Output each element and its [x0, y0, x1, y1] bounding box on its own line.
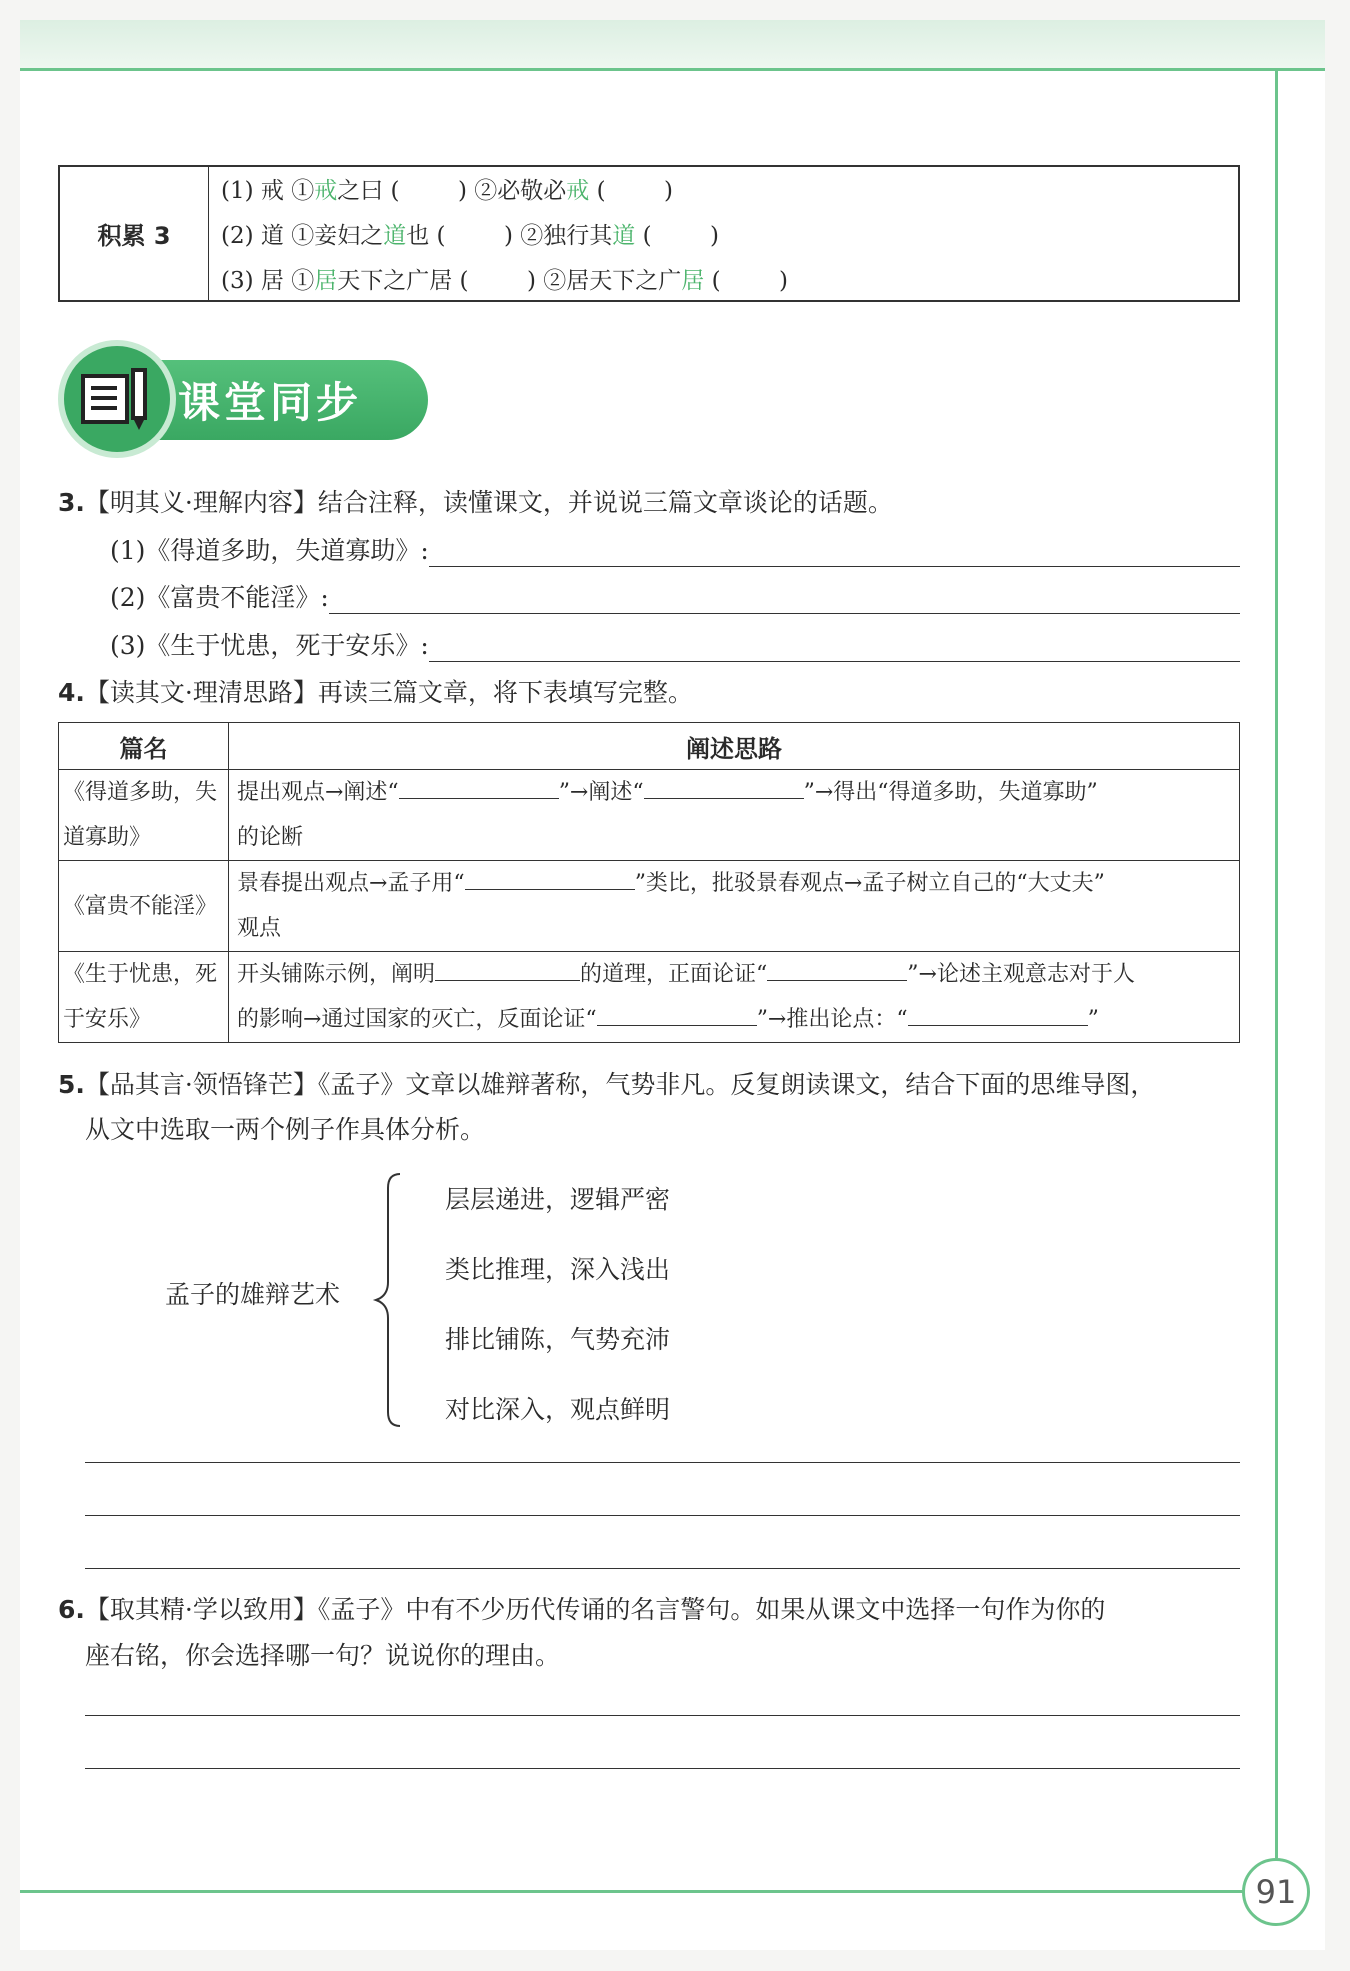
mindmap-item: 层层递进，逻辑严密	[445, 1185, 671, 1214]
question-5-line2: 从文中选取一两个例子作具体分析。	[85, 1115, 486, 1144]
table-cell: 景春提出观点→孟子用“ ”类比，批驳景春观点→孟子树立自己的“大丈夫” 观点	[229, 861, 1240, 952]
answer-row: (1)《得道多助，失道寡助》:	[110, 531, 1240, 567]
fill-blank[interactable]	[908, 1001, 1088, 1026]
table-cell: 《得道多助，失 道寡助》	[59, 770, 229, 861]
table-cell: 提出观点→阐述“ ”→阐述“ ”→得出“得道多助，失道寡助” 的论断	[229, 770, 1240, 861]
accumulation-row: (1) 戒 ①戒之曰 ( ) ②必敬必戒 ( )	[221, 178, 674, 204]
question-6: 6.【取其精·学以致用】《孟子》中有不少历代传诵的名言警句。如果从课文中选择一句作为你的	[58, 1595, 1106, 1624]
top-band	[20, 20, 1325, 71]
accumulation-label: 积累 3	[60, 167, 209, 300]
answer-line[interactable]	[329, 587, 1240, 614]
table-header-row	[59, 723, 1240, 770]
accumulation-table	[58, 165, 1240, 302]
mindmap-center: 孟子的雄辩艺术	[165, 1280, 341, 1309]
fill-blank[interactable]	[644, 774, 804, 799]
table-cell: 《生于忧患，死 于安乐》	[59, 952, 229, 1043]
page-number: 91	[1242, 1858, 1310, 1926]
fill-blank[interactable]	[597, 1001, 757, 1026]
answer-line[interactable]	[429, 540, 1240, 567]
answer-row: (3)《生于忧患，死于安乐》:	[110, 626, 1240, 662]
question-5: 5.【品其言·领悟锋芒】《孟子》文章以雄辩著称，气势非凡。反复朗读课文，结合下面的思维导图，	[58, 1070, 1156, 1099]
question-6-line2: 座右铭，你会选择哪一句？说说你的理由。	[85, 1641, 561, 1670]
fill-blank[interactable]	[767, 956, 907, 981]
bottom-border-line	[20, 1890, 1260, 1893]
answer-line[interactable]	[85, 1515, 1240, 1516]
question-3: 3.【明其义·理解内容】结合注释，读懂课文，并说说三篇文章谈论的话题。	[58, 488, 893, 517]
answer-row: (2)《富贵不能淫》:	[110, 578, 1240, 614]
curly-brace	[370, 1170, 410, 1430]
section-banner	[58, 340, 378, 460]
answer-line[interactable]	[85, 1568, 1240, 1569]
fill-blank[interactable]	[435, 956, 580, 981]
fill-blank[interactable]	[399, 774, 559, 799]
question-4: 4.【读其文·理清思路】再读三篇文章，将下表填写完整。	[58, 678, 693, 707]
table-row	[59, 861, 1240, 952]
table-header: 阐述思路	[229, 723, 1240, 770]
mindmap-item: 对比深入，观点鲜明	[445, 1395, 671, 1424]
table-cell: 《富贵不能淫》	[59, 861, 229, 952]
answer-line[interactable]	[85, 1768, 1240, 1769]
mindmap-item: 排比铺陈，气势充沛	[445, 1325, 671, 1354]
table-row	[59, 952, 1240, 1043]
table-row	[59, 770, 1240, 861]
mindmap-item: 类比推理，深入浅出	[445, 1255, 671, 1284]
answer-line[interactable]	[85, 1715, 1240, 1716]
table-cell: 开头铺陈示例，阐明 的道理，正面论证“ ”→论述主观意志对于人 的影响→通过国家的灭亡，反面论证“ ”→推出论点：“ ”	[229, 952, 1240, 1043]
fill-blank[interactable]	[465, 865, 635, 890]
book-pencil-icon	[58, 340, 176, 458]
right-border-line	[1275, 68, 1278, 1858]
structure-table	[58, 722, 1240, 1043]
table-header: 篇名	[59, 723, 229, 770]
answer-line[interactable]	[429, 635, 1240, 662]
accumulation-row: (2) 道 ①妾妇之道也 ( ) ②独行其道 ( )	[221, 223, 720, 249]
accumulation-row: (3) 居 ①居天下之广居 ( ) ②居天下之广居 ( )	[221, 268, 789, 294]
banner-title: 课堂同步	[178, 378, 363, 427]
answer-line[interactable]	[85, 1462, 1240, 1463]
